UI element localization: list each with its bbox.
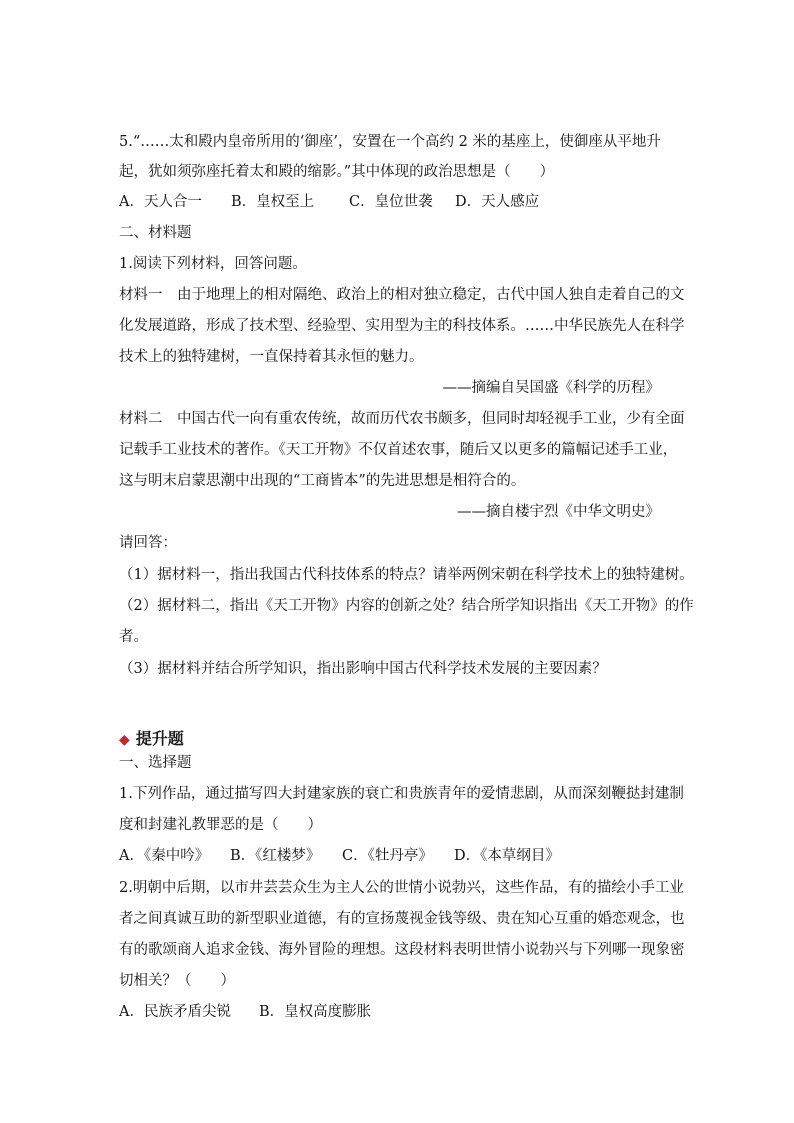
diamond-bullet-icon: ◆ — [119, 732, 130, 748]
option-a: A．天人合一 — [119, 194, 202, 210]
option-c: C．皇位世袭 — [349, 194, 433, 210]
sub-question-2-line-2: 者。 — [119, 629, 148, 645]
material-1-line-3: 技术上的独特建树，一直保持着其永恒的魅力。 — [119, 349, 424, 365]
option-c: C．《牡丹亭》 — [342, 848, 433, 864]
sub-question-2-line-1: （2）据材料二，指出《天工开物》内容的创新之处？结合所学知识指出《天工开物》的作 — [119, 598, 694, 614]
question-2-options — [119, 1002, 679, 1022]
option-b: B．皇权至上 — [231, 194, 315, 210]
material-1-line-1: 材料一 由于地理上的相对隔绝、政治上的相对独立稳定，古代中国人独自走着自己的文 — [119, 287, 685, 303]
choice-section-heading: 一、选择题 — [119, 755, 192, 771]
option-a: A．《秦中吟》 — [119, 848, 210, 864]
answer-prompt: 请回答： — [119, 535, 177, 551]
material-2-line-3: 这与明末启蒙思潮中出现的“工商皆本”的先进思想是相符合的。 — [119, 473, 526, 489]
material-1-source: ——摘编自吴国盛《科学的历程》 — [442, 380, 660, 396]
material-2-source: ——摘自楼宇烈《中华文明史》 — [457, 504, 660, 520]
material-1-line-2: 化发展道路，形成了技术型、经验型、实用型为主的科技体系。……中华民族先人在科学 — [119, 318, 685, 334]
option-a: A．民族矛盾尖锐 — [119, 1004, 231, 1020]
section-title — [119, 726, 184, 749]
sub-question-1: （1）据材料一，指出我国古代科技体系的特点？请举两例宋朝在科学技术上的独特建树。 — [119, 567, 694, 583]
sub-question-3: （3）据材料并结合所学知识，指出影响中国古代科学技术发展的主要因素？ — [119, 661, 607, 677]
question-2-line-3: 有的歌颂商人追求金钱、海外冒险的理想。这段材料表明世情小说勃兴与下列哪一现象密 — [119, 942, 685, 958]
section-title-text: 提升题 — [135, 729, 184, 748]
question-5-line-2: 起，犹如须弥座托着太和殿的缩影。”其中体现的政治思想是（ ） — [119, 164, 555, 180]
material-section-heading: 二、材料题 — [119, 225, 192, 241]
question-5-line-1: 5.“……太和殿内皇帝所用的‘御座’，安置在一个高约 2 米的基座上，使御座从平地升 — [119, 134, 661, 150]
option-d: D．《本草纲目》 — [454, 848, 560, 864]
option-d: D．天人感应 — [455, 194, 540, 210]
question-1-options — [119, 846, 679, 866]
question-5-options — [119, 192, 679, 212]
question-1-line-2: 度和封建礼教罪恶的是（ ） — [119, 817, 322, 833]
option-b: B．皇权高度膨胀 — [259, 1004, 372, 1020]
material-question-1-intro: 1.阅读下列材料，回答问题。 — [119, 256, 307, 272]
material-2-line-1: 材料二 中国古代一向有重农传统，故而历代农书颇多，但同时却轻视手工业，少有全面 — [119, 411, 685, 427]
option-b: B．《红楼梦》 — [230, 848, 321, 864]
question-1-line-1: 1.下列作品，通过描写四大封建家族的衰亡和贵族青年的爱情悲剧，从而深刻鞭挞封建制 — [119, 786, 684, 802]
question-2-line-2: 者之间真诚互助的新型职业道德，有的宣扬蔑视金钱等级、贵在知心互重的婚恋观念，也 — [119, 911, 685, 927]
question-2-line-4: 切相关？（ ） — [119, 973, 235, 989]
material-2-line-2: 记载手工业技术的著作。《天工开物》不仅首述农事，随后又以更多的篇幅记述手工业， — [119, 442, 678, 458]
question-2-line-1: 2.明朝中后期，以市井芸芸众生为主人公的世情小说勃兴，这些作品，有的描绘小手工业 — [119, 880, 684, 896]
